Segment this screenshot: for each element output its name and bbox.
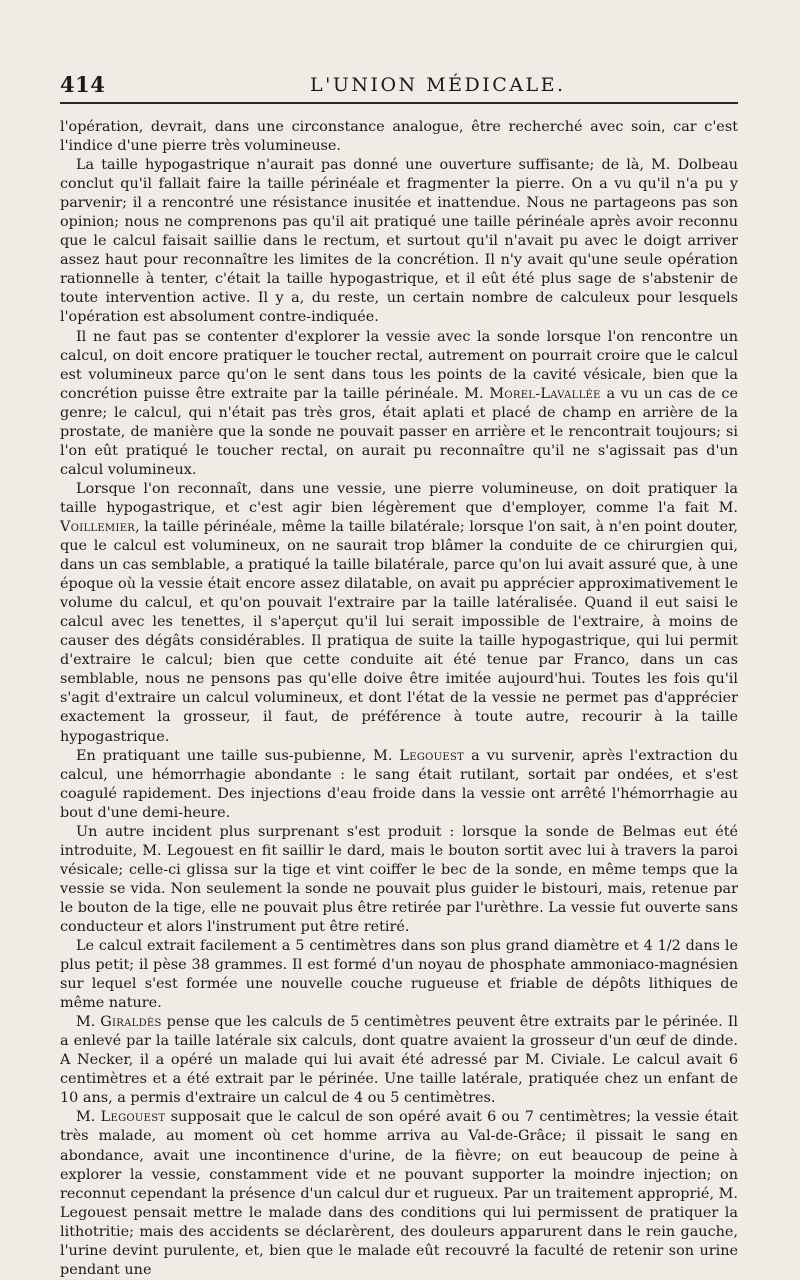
paragraph-text: Il ne faut pas se contenter d'explorer la vessie avec la sonde lorsque l'on rencontre un calcul, on doit encore pratiquer le toucher rectal, autrement on pourrait croire que le calcul est volumineux parce qu'on le sent dans tous les points de la cavité vésicale, bien que la concrétion puisse être extraite par la taille périnéale. M. [60, 328, 738, 402]
paragraph-text: a vu un cas de ce genre; le calcul, qui n'était pas très gros, était aplati et placé de champ en arrière de la prostate, de manière que la sonde ne pouvait passer en arrière et le rencontrait toujours; si l'on eût pratiqué le toucher rectal, on aurait pu reconnaître qu'il ne s'agissait pas d'un calcul volumineux. [60, 385, 738, 478]
page-number: 414 [60, 72, 106, 97]
page-header [60, 66, 738, 100]
paragraph-text: M. [76, 1109, 101, 1126]
paragraph [60, 480, 738, 747]
paragraph [60, 118, 738, 156]
person-name: Legouest [399, 747, 465, 764]
paragraph-text: supposait que le calcul de son opéré avait 6 ou 7 centimètres; la vessie était très malade, au moment où cet homme arriva au Val-de-Grâce; il pissait le sang en abondance, avait une incontinence d'urine, de la fièvre; on eut beaucoup de peine à explorer la vessie, constamment vide et ne pouvant supporter la moindre injection; on reconnut cependant la présence d'un calcul dur et rugueux. Par un traitement approprié, M. Legouest pensait mettre le malade dans des conditions qui lui permissent de pratiquer la lithotritie; mais des accidents se déclarèrent, des douleurs apparurent dans le rein gauche, l'urine devint purulente, et, bien que le malade eût recouvré la faculté de retenir son urine pendant une [60, 1109, 739, 1278]
person-name: Morel-Lavallée [489, 385, 601, 402]
paragraph-text: Un autre incident plus surprenant s'est produit : lorsque la sonde de Belmas eut été introduite, M. Legouest en fit saillir le dard, mais le bouton sortit avec lui à travers la paroi vésicale; celle-ci glissa sur la tige et vint coiffer le bec de la sonde, en même temps que la vessie se vida. Non seulement la sonde ne pouvait plus guider le bistouri, mais, retenue par le bouton de la tige, elle ne pouvait plus être retirée par l'urèthre. La vessie fut ouverte sans conducteur et alors l'instrument put être retiré. [60, 823, 738, 935]
paragraph [60, 823, 738, 937]
paragraph [60, 1108, 738, 1279]
paragraph-text: l'opération, devrait, dans une circonstance analogue, être recherché avec soin, car c'est l'indice d'une pierre très volumineuse. [60, 119, 738, 155]
person-name: Legouest [100, 1109, 166, 1126]
paragraph-text: M. [76, 1014, 101, 1031]
paragraph-text: pense que les calculs de 5 centimètres peuvent être extraits par le périnée. Il a enlevé par la taille latérale six calculs, dont quatre avaient la grosseur d'un œuf de dinde. A Necker, il a opéré un malade qui lui avait été adressé par M. Civiale. Le calcul avait 6 centimètres et a été extrait par le périnée. Une taille latérale, pratiquée chez un enfant de 10 ans, a permis d'extraire un calcul de 4 ou 5 centimètres. [60, 1014, 738, 1107]
paragraph [60, 937, 738, 1013]
paragraph [60, 328, 738, 480]
person-name: Voillemier [60, 518, 136, 535]
header-rule [60, 102, 738, 104]
paragraph [60, 156, 738, 327]
article-body [60, 118, 738, 1280]
paragraph-text: En pratiquant une taille sus-pubienne, M. [76, 747, 400, 764]
paragraph [60, 747, 738, 823]
paragraph-text: Le calcul extrait facilement a 5 centimètres dans son plus grand diamètre et 4 1/2 dans le plus petit; il pèse 38 grammes. Il est formé d'un noyau de phosphate ammoniaco-magnésien sur lequel s'est formée une nouvelle couche rugueuse et friable de dépôts lithiques de même nature. [60, 938, 738, 1012]
paragraph-text: La taille hypogastrique n'aurait pas donné une ouverture suffisante; de là, M. Dolbeau conclut qu'il fallait faire la taille périnéale et fragmenter la pierre. On a vu qu'il n'a pu y parvenir; il a rencontré une résistance inusitée et inattendue. Nous ne partageons pas son opinion; nous ne comprenons pas qu'il ait pratiqué une taille périnéale après avoir reconnu que le calcul faisait saillie dans le rectum, et surtout qu'il n'avait pu avec le doigt arriver assez haut pour reconnaître les limites de la concrétion. Il n'y avait qu'une seule opération rationnelle à tenter, c'était la taille hypogastrique, et il eût été plus sage de s'abstenir de toute intervention active. Il y a, du reste, un certain nombre de calculeux pour lesquels l'opération est absolument contre-indiquée. [60, 157, 738, 326]
running-title: L'UNION MÉDICALE. [310, 74, 566, 96]
paragraph-text: a vu survenir, après l'extraction du calcul, une hémorrhagie abondante : le sang était rutilant, sortait par ondées, et s'est coagulé rapidement. Des injections d'eau froide dans la vessie ont arrêté l'hémorrhagie au bout d'une demi-heure. [60, 747, 738, 821]
paragraph [60, 1013, 738, 1108]
person-name: Giraldès [100, 1014, 162, 1031]
paragraph-text: Lorsque l'on reconnaît, dans une vessie, une pierre volumineuse, on doit pratiquer la taille hypogastrique, et c'est agir bien légèrement que d'employer, comme l'a fait M. [60, 480, 738, 516]
paragraph-text: , la taille périnéale, même la taille bilatérale; lorsque l'on sait, à n'en point douter, que le calcul est volumineux, on ne saurait trop blâmer la conduite de ce chirurgien qui, dans un cas semblable, a pratiqué la taille bilatérale, parce qu'on lui avait assuré que, à une époque où la vessie était encore assez dilatable, on avait pu apprécier approximativement le volume du calcul, et qu'on pouvait l'extraire par la taille latéralisée. Quand il eut saisi le calcul avec les tenettes, il s'aperçut qu'il lui serait impossible de l'extraire, à moins de causer des dégâts considérables. Il pratiqua de suite la taille hypogastrique, qui lui permit d'extraire le calcul; bien que cette conduite ait été tenue par Franco, dans un cas semblable, nous ne pensons pas qu'elle doive être imitée aujourd'hui. Toutes les fois qu'il s'agit d'extraire un calcul volumineux, et dont l'état de la vessie ne permet pas d'apprécier exactement la grosseur, il faut, de préférence à toute autre, recourir à la taille hypogastrique. [60, 518, 738, 745]
